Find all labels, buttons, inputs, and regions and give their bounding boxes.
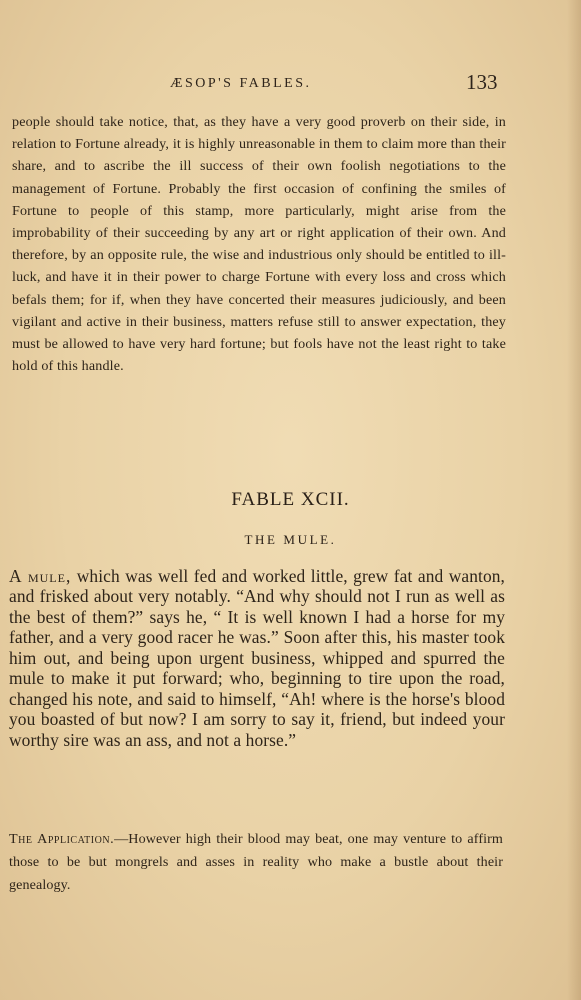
fable-heading: FABLE XCII. <box>231 489 350 510</box>
application-lead: The Application. <box>9 831 115 847</box>
fable-body-lead: A mule, <box>9 566 72 586</box>
fable-body <box>9 566 505 750</box>
application-text: —However high their blood may beat, one may venture to affirm those to be but mongrels and asses in reality who make a bustle about their genealogy. <box>9 831 503 893</box>
fable-body-text: which was well fed and worked little, grew fat and wanton, and frisked about very notably. “And why should not I run as well as the best of them?” says he, “ It is well known I had a horse for my father, and a very good racer he was.” Soon after this, his master took him out, and being upon urgent business, whipped and spurred the mule to make it put forward; who, beginning to tire upon the road, changed his note, and said to himself, “Ah! where is the horse's blood you boasted of but now? I am sorry to say it, friend, but indeed your worthy sire was an ass, and not a horse.” <box>9 566 505 750</box>
running-title: ÆSOP'S FABLES. <box>170 76 312 91</box>
page-header <box>0 70 581 100</box>
fable-title: THE MULE. <box>244 532 337 547</box>
body-paragraph-continued: people should take notice, that, as they have a very good proverb on their side, in relation to Fortune already, it is highly unreasonable in them to claim more than their share, and to ascribe the ill success of their own foolish negotiations to the management of Fortune. Probably the first occasion of confining the smiles of Fortune to people of this stamp, more particularly, might arise from the improbability of their succeeding by any art or right application of their own. And therefore, by an opposite rule, the wise and industrious only should be entitled to ill-luck, and have it in their power to charge Fortune with every loss and cross which befals them; for if, when they have concerted their measures judiciously, and been vigilant and active in their business, matters refuse still to answer expectation, they must be allowed to have very hard fortune; but fools have not the least right to take hold of this handle. <box>12 114 506 375</box>
fable-application <box>9 828 503 897</box>
page-number: 133 <box>466 70 498 94</box>
